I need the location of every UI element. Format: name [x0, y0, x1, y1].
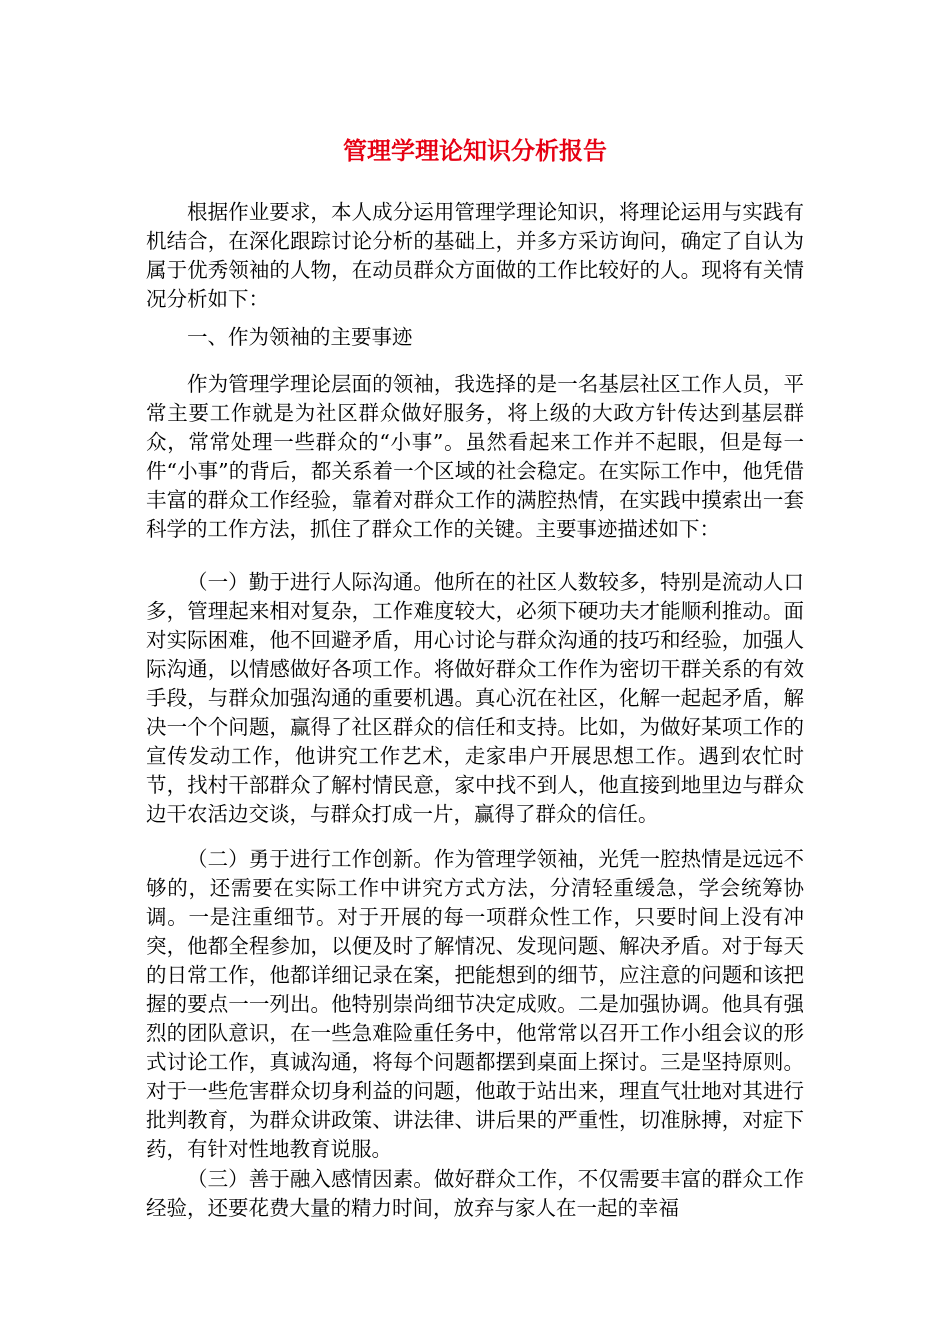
paragraph-section-1: 作为管理学理论层面的领袖，我选择的是一名基层社区工作人员，平常主要工作就是为社区群众做好服务，将上级的大政方针传达到基层群众，常常处理一些群众的“小事”。虽然看起来工作并不起眼，但是每一件“小事”的背后，都关系着一个区域的社会稳定。在实际工作中，他凭借丰富的群众工作经验，靠着对群众工作的满腔热情，在实践中摸索出一套科学的工作方法，抓住了群众工作的关键。主要事迹描述如下： [146, 372, 804, 541]
section-heading-1: 一、作为领袖的主要事迹 [187, 325, 413, 349]
document-title: 管理学理论知识分析报告 [343, 137, 607, 165]
paragraph-point-1: （一）勤于进行人际沟通。他所在的社区人数较多，特别是流动人口多，管理起来相对复杂，工作难度较大，必须下硬功夫才能顺利推动。面对实际困难，他不回避矛盾，用心讨论与群众沟通的技巧和经验，加强人际沟通，以情感做好各项工作。将做好群众工作作为密切干群关系的有效手段，与群众加强沟通的重要机遇。真心沉在社区，化解一起起矛盾，解决一个个问题，赢得了社区群众的信任和支持。比如，为做好某项工作的宣传发动工作，他讲究工作艺术，走家串户开展思想工作。遇到农忙时节，找村干部群众了解村情民意，家中找不到人，他直接到地里边与群众边干农活边交谈，与群众打成一片，赢得了群众的信任。 [146, 570, 804, 826]
paragraph-point-2: （二）勇于进行工作创新。作为管理学领袖，光凭一腔热情是远远不够的，还需要在实际工作中讲究方式方法，分清轻重缓急，学会统筹协调。一是注重细节。对于开展的每一项群众性工作，只要时间上没有冲突，他都全程参加，以便及时了解情况、发现问题、解决矛盾。对于每天的日常工作，他都详细记录在案，把能想到的细节，应注意的问题和该把握的要点一一列出。他特别崇尚细节决定成败。二是加强协调。他具有强烈的团队意识，在一些急难险重任务中，他常常以召开工作小组会议的形式讨论工作，真诚沟通，将每个问题都摆到桌面上探讨。三是坚持原则。对于一些危害群众切身利益的问题，他敢于站出来，理直气壮地对其进行批判教育，为群众讲政策、讲法律、讲后果的严重性，切准脉搏，对症下药，有针对性地教育说服。 [146, 847, 804, 1161]
paragraph-intro: 根据作业要求，本人成分运用管理学理论知识，将理论运用与实践有机结合，在深化跟踪讨论分析的基础上，并多方采访询问，确定了自认为属于优秀领袖的人物，在动员群众方面做的工作比较好的人。现将有关情况分析如下： [146, 200, 804, 311]
paragraph-point-3: （三）善于融入感情因素。做好群众工作，不仅需要丰富的群众工作经验，还要花费大量的精力时间，放弃与家人在一起的幸福 [146, 1167, 804, 1220]
